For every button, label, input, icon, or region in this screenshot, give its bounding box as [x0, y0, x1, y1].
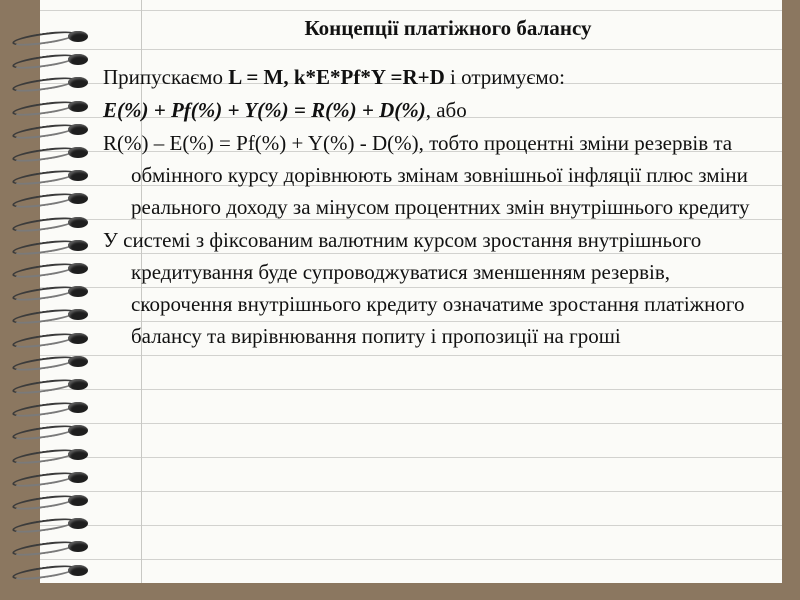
spiral-ring: [4, 401, 90, 415]
punch-hole: [68, 333, 88, 344]
reserves-equation-paragraph: [103, 127, 773, 223]
reserves-equation: R(%) – E(%) = Pf(%) + Y(%) - D(%): [103, 131, 419, 155]
punch-hole: [68, 77, 88, 88]
ring-wire: [12, 168, 77, 188]
spiral-ring: [4, 146, 90, 160]
spiral-ring: [4, 517, 90, 531]
ring-wire: [12, 423, 77, 443]
spiral-ring: [4, 424, 90, 438]
ring-wire: [12, 121, 77, 141]
punch-hole: [68, 518, 88, 529]
spiral-ring: [4, 100, 90, 114]
assumption-suffix: і отримуємо:: [444, 65, 565, 89]
ring-wire: [12, 237, 77, 257]
ring-wire: [12, 307, 77, 327]
punch-hole: [68, 217, 88, 228]
spiral-ring: [4, 53, 90, 67]
punch-hole: [68, 402, 88, 413]
ring-wire: [12, 284, 77, 304]
ring-wire: [12, 29, 77, 49]
ring-wire: [12, 214, 77, 234]
punch-hole: [68, 495, 88, 506]
assumption-formula: L = M, k*E*Pf*Y =R+D: [228, 65, 445, 89]
punch-hole: [68, 31, 88, 42]
ring-wire: [12, 493, 77, 513]
punch-hole: [68, 379, 88, 390]
punch-hole: [68, 263, 88, 274]
punch-hole: [68, 170, 88, 181]
spiral-ring: [4, 564, 90, 578]
spiral-ring: [4, 30, 90, 44]
ring-wire: [12, 145, 77, 165]
spiral-ring: [4, 285, 90, 299]
ring-wire: [12, 75, 77, 95]
punch-hole: [68, 356, 88, 367]
punch-hole: [68, 101, 88, 112]
ring-wire: [12, 261, 77, 281]
punch-hole: [68, 147, 88, 158]
reserves-explanation: , тобто процентні зміни резервів та обмінного курсу дорівнюють змінам зовнішньої інфляції плюс зміни реального доходу за мінусом процентних змін внутрішнього кредиту: [131, 131, 750, 219]
spiral-ring: [4, 448, 90, 462]
spiral-ring: [4, 239, 90, 253]
ring-wire: [12, 52, 77, 72]
spiral-ring: [4, 355, 90, 369]
spiral-ring: [4, 76, 90, 90]
ring-wire: [12, 539, 77, 559]
slide-title: Концепції платіжного балансу: [304, 16, 592, 40]
spiral-binding: [0, 0, 100, 600]
assumption-prefix: Припускаємо: [103, 65, 229, 89]
growth-equation-suffix: , або: [425, 98, 467, 122]
ring-wire: [12, 330, 77, 350]
spiral-ring: [4, 216, 90, 230]
ring-wire: [12, 446, 77, 466]
punch-hole: [68, 541, 88, 552]
spiral-ring: [4, 332, 90, 346]
spiral-ring: [4, 308, 90, 322]
punch-hole: [68, 472, 88, 483]
spiral-ring: [4, 123, 90, 137]
ring-wire: [12, 98, 77, 118]
growth-equation-line: [103, 94, 773, 126]
fixed-rate-paragraph: У системі з фіксованим валютним курсом зростання внутрішнього кредитування буде супроводжуватися зменшенням резервів, скорочення внутрішнього кредиту означатиме зростання платіжного балансу та вирівнювання попиту і пропозиції на гроші: [103, 228, 745, 348]
spiral-ring: [4, 262, 90, 276]
ring-wire: [12, 469, 77, 489]
spiral-ring: [4, 494, 90, 508]
ring-wire: [12, 562, 77, 582]
assumption-line: [103, 61, 773, 93]
ring-wire: [12, 400, 77, 420]
punch-hole: [68, 565, 88, 576]
punch-hole: [68, 240, 88, 251]
punch-hole: [68, 425, 88, 436]
slide-content: [103, 8, 773, 353]
punch-hole: [68, 449, 88, 460]
punch-hole: [68, 54, 88, 65]
spiral-ring: [4, 169, 90, 183]
ring-wire: [12, 353, 77, 373]
ring-wire: [12, 516, 77, 536]
spiral-ring: [4, 192, 90, 206]
ring-wire: [12, 191, 77, 211]
spiral-ring: [4, 378, 90, 392]
growth-equation: E(%) + Pf(%) + Y(%) = R(%) + D(%): [103, 98, 426, 122]
punch-hole: [68, 124, 88, 135]
ring-wire: [12, 377, 77, 397]
punch-hole: [68, 286, 88, 297]
spiral-ring: [4, 471, 90, 485]
punch-hole: [68, 309, 88, 320]
punch-hole: [68, 193, 88, 204]
spiral-ring: [4, 540, 90, 554]
